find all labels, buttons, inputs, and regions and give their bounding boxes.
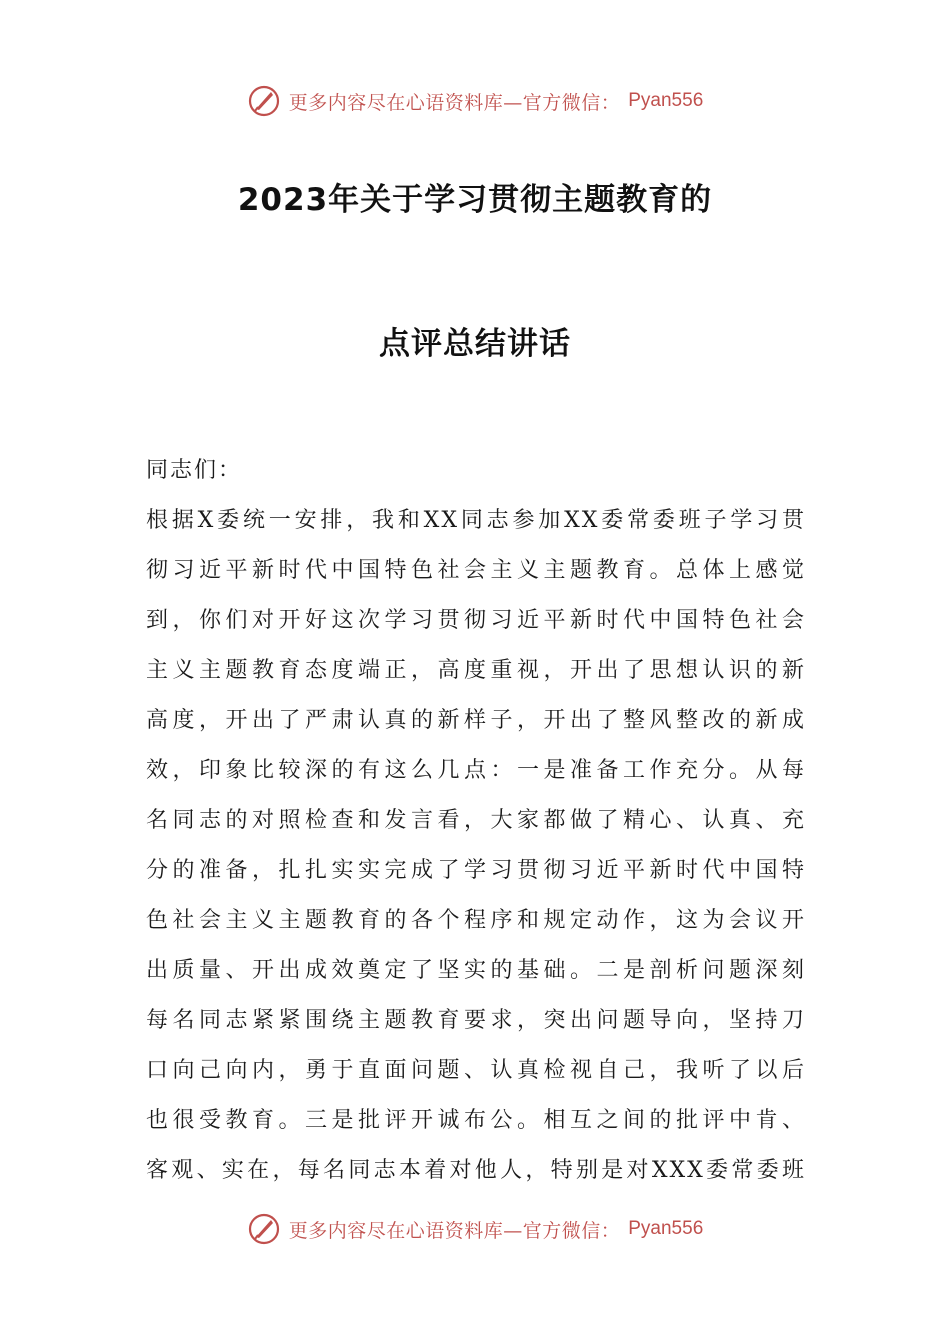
body-line: 彻习近平新时代中国特色社会主义主题教育。总体上感觉 bbox=[146, 558, 806, 583]
body-line: 也很受教育。三是批评开诚布公。相互之间的批评中肯、 bbox=[146, 1108, 806, 1133]
greeting: 同志们： bbox=[146, 458, 243, 483]
document-title-line-2: 点评总结讲话 bbox=[379, 326, 571, 362]
body-line: 根据X委统一安排，我和XX同志参加XX委常委班子学习贯 bbox=[146, 508, 806, 533]
body-line: 效，印象比较深的有这么几点：一是准备工作充分。从每 bbox=[146, 758, 806, 783]
body-line: 口向己向内，勇于直面问题、认真检视自己，我听了以后 bbox=[146, 1058, 806, 1083]
quill-pen-logo-icon bbox=[247, 1212, 281, 1246]
watermark-text: 更多内容尽在心语资料库—官方微信： bbox=[288, 1219, 621, 1242]
quill-pen-logo-icon bbox=[247, 84, 281, 118]
body-line: 主义主题教育态度端正，高度重视，开出了思想认识的新 bbox=[146, 658, 806, 683]
body-line: 名同志的对照检查和发言看，大家都做了精心、认真、充 bbox=[146, 808, 806, 833]
header-watermark bbox=[0, 84, 950, 118]
body-line: 高度，开出了严肃认真的新样子，开出了整风整改的新成 bbox=[146, 708, 806, 733]
footer-watermark bbox=[0, 1212, 950, 1246]
document-body bbox=[146, 446, 806, 1196]
watermark-text: 更多内容尽在心语资料库—官方微信： bbox=[288, 91, 621, 114]
body-line: 出质量、开出成效奠定了坚实的基础。二是剖析问题深刻 bbox=[146, 958, 806, 983]
body-line: 色社会主义主题教育的各个程序和规定动作，这为会议开 bbox=[146, 908, 806, 933]
body-line: 分的准备，扎扎实实完成了学习贯彻习近平新时代中国特 bbox=[146, 858, 806, 883]
watermark-wechat-id: Pyan556 bbox=[628, 1218, 704, 1239]
body-line: 客观、实在，每名同志本着对他人，特别是对XXX委常委班 bbox=[146, 1158, 806, 1183]
watermark-wechat-id: Pyan556 bbox=[628, 90, 704, 111]
document-title-line-1: 2023年关于学习贯彻主题教育的 bbox=[237, 182, 713, 218]
body-line: 到，你们对开好这次学习贯彻习近平新时代中国特色社会 bbox=[146, 608, 806, 633]
body-line: 每名同志紧紧围绕主题教育要求，突出问题导向，坚持刀 bbox=[146, 1008, 806, 1033]
